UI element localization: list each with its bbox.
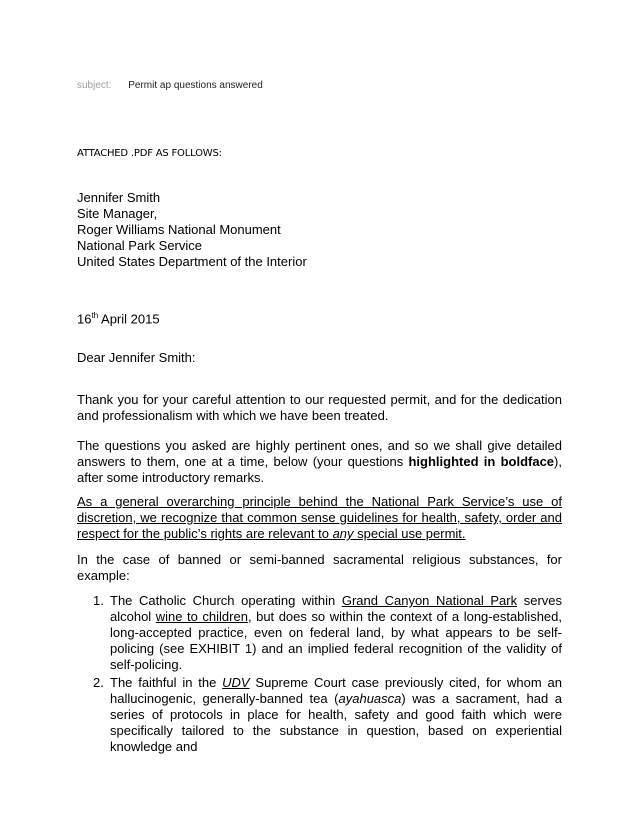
list-item-text xyxy=(110,593,562,673)
grand-canyon-link[interactable]: Grand Canyon National Park xyxy=(341,593,518,608)
item2-text-b: Supreme Court case previously cited, for whom an hallucinogenic, generally-banned tea ( xyxy=(110,675,562,706)
subject-label: subject: xyxy=(77,80,112,91)
udv-link[interactable]: UDV xyxy=(222,675,250,690)
email-subject xyxy=(77,80,263,91)
date-day: 16 xyxy=(77,311,92,327)
paragraph-thanks: Thank you for your careful attention to our requested permit, and for the dedication and professionalism with which we have been treated. xyxy=(77,392,562,423)
date-rest: April 2015 xyxy=(98,311,160,327)
p3-text-b: special use permit. xyxy=(353,526,466,541)
paragraph-principle xyxy=(77,494,562,542)
item1-text-b: serves alcohol xyxy=(110,593,563,624)
paragraph-example-intro: In the case of banned or semi-banned sacramental religious substances, for example: xyxy=(77,552,562,583)
p2-bold: highlighted in boldface xyxy=(408,454,555,469)
p2-text-a: The questions you asked are highly pertinent ones, and so we shall give detailed answers to them, one at a time, below (your questions xyxy=(77,438,562,469)
letter-date xyxy=(77,311,160,326)
recipient-address xyxy=(77,190,307,270)
salutation: Dear Jennifer Smith: xyxy=(77,350,196,365)
date-suffix: th xyxy=(91,311,99,320)
recipient-site: Roger Williams National Monument xyxy=(77,222,281,237)
wine-to-children-link[interactable]: wine to children xyxy=(155,609,248,624)
recipient-department: United States Department of the Interior xyxy=(77,254,307,269)
attachment-note: ATTACHED .PDF AS FOLLOWS: xyxy=(77,148,222,159)
item2-text-c: ) was a sacrament, had a series of protocols in place for health, safety and good faith which were specifically tailored to the substance in question, based on experiential knowledge and xyxy=(110,691,562,754)
list-item-number: 1. xyxy=(93,593,104,608)
item2-emphasis: ayahuasca xyxy=(338,691,402,706)
recipient-agency: National Park Service xyxy=(77,238,202,253)
list-item-text xyxy=(110,675,562,755)
item1-text-a: The Catholic Church operating within xyxy=(110,593,342,608)
p3-text-a: As a general overarching principle behind the National Park Service’s use of discretion, we recognize that common sense guidelines for health, safety, order and respect for the public’s rights are relevant to xyxy=(77,494,562,541)
list-item-number: 2. xyxy=(93,675,104,690)
paragraph-questions xyxy=(77,438,562,486)
p3-emphasis: any xyxy=(332,526,354,541)
item1-text-c: , but does so within the context of a long-established, long-accepted practice, even on federal land, by what appears to be self-policing (see EXHIBIT 1) and an implied federal recognition of the validity of self-policing. xyxy=(110,609,562,672)
item2-text-a: The faithful in the xyxy=(110,675,223,690)
subject-value: Permit ap questions answered xyxy=(128,80,263,91)
p2-text-b: ), after some introductory remarks. xyxy=(77,454,562,485)
recipient-name: Jennifer Smith xyxy=(77,190,161,205)
recipient-title: Site Manager, xyxy=(77,206,158,221)
